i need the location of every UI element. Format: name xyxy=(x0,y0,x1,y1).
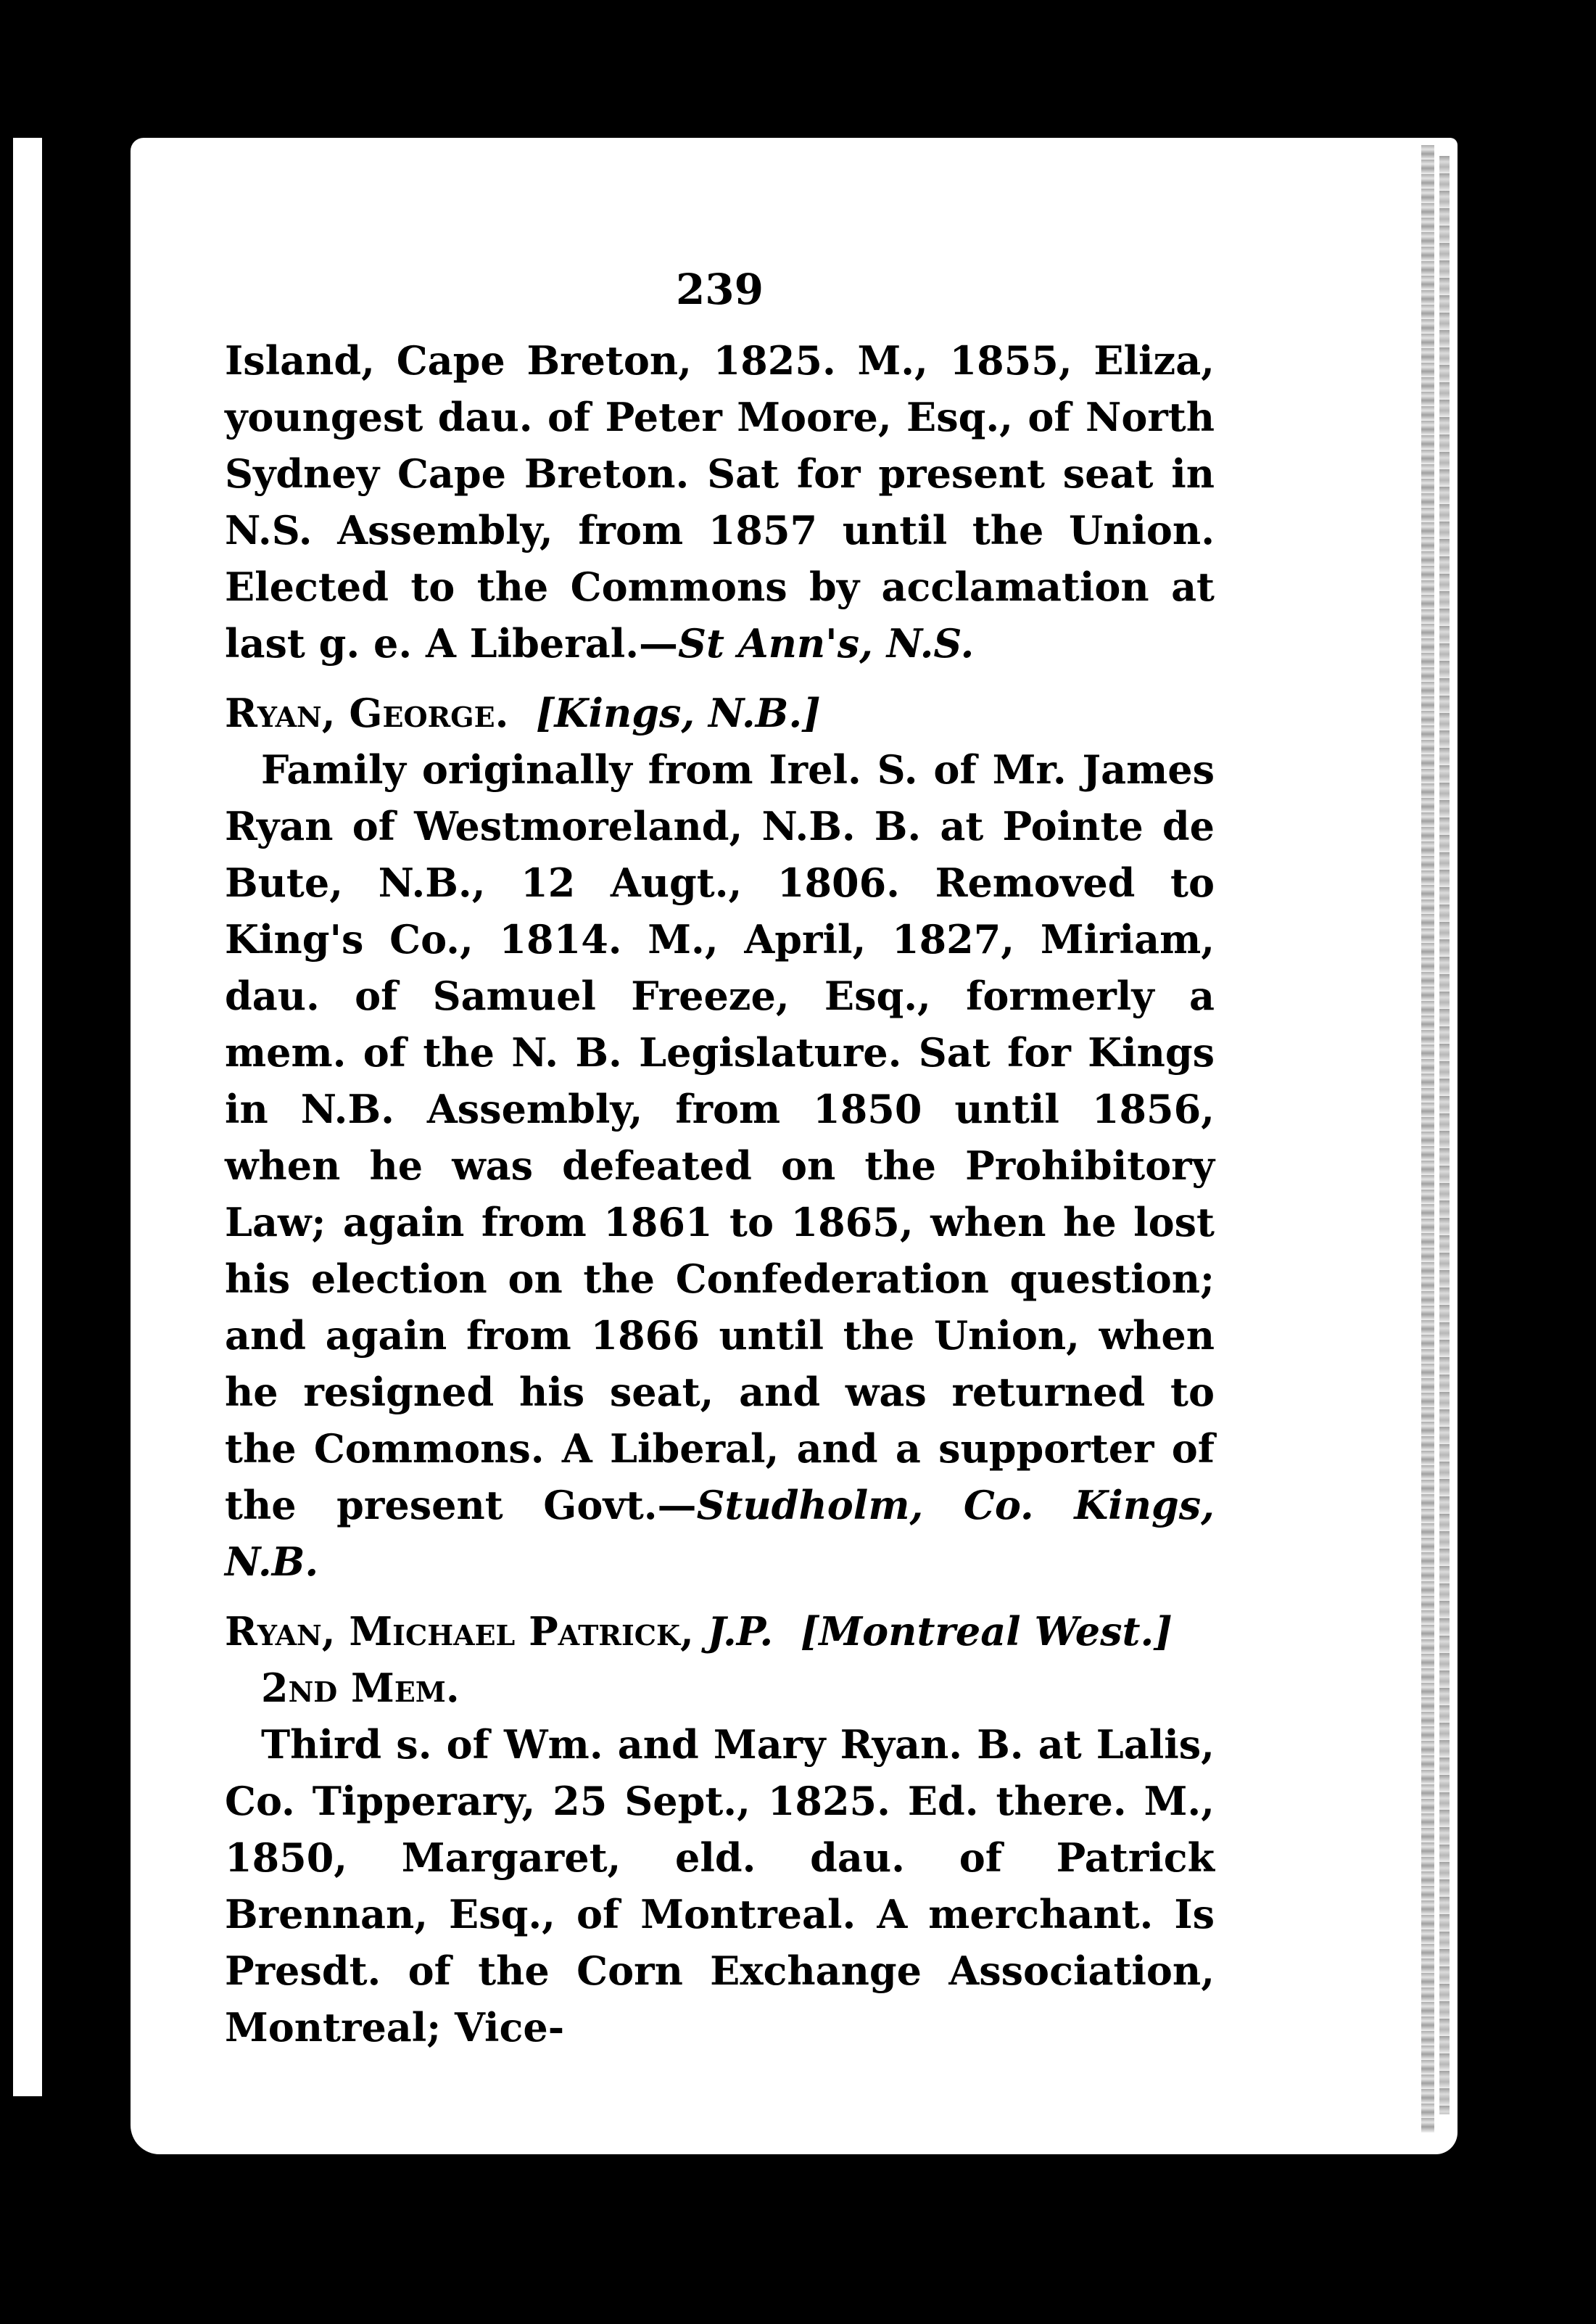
entry-body-ryan-george xyxy=(225,741,1215,1590)
page-number: 239 xyxy=(675,265,764,314)
entry-given-name: Michael Patrick, xyxy=(349,1608,694,1655)
previous-leaf-edge xyxy=(13,138,42,2096)
entry-title: J.P. xyxy=(707,1608,774,1655)
entry-heading-ryan-george: Ryan, George. [Kings, N.B.] xyxy=(225,690,821,736)
entry-body: Third s. of Wm. and Mary Ryan. B. at Lalis, Co. Tipperary, 25 Sept., 1825. Ed. there. M., 1850, Margaret, eld. dau. of Patrick Brennan, Esq., of Montreal. A merchant. Is Presdt. of the Corn Exchange Association, Montreal; Vice- xyxy=(225,1721,1215,2051)
entry-membership: 2nd Mem. xyxy=(261,1665,460,1711)
entry-body: Family originally from Irel. S. of Mr. James Ryan of Westmoreland, N.B. B. at Pointe de Bute, N.B., 12 Augt., 1806. Removed to King's Co., 1814. M., April, 1827, Miriam, dau. of Samuel Freeze, Esq., formerly a mem. of the N. B. Legislature. Sat for Kings in N.B. Assembly, from 1850 until 1856, when he was defeated on the Prohibitory Law; again from 1861 to 1865, when he lost his election on the Confederation question; and again from 1866 until the Union, when he resigned his seat, and was returned to the Commons. A Liberal, and a supporter of the present Govt.— xyxy=(225,746,1215,1528)
entry-residence: Studholm, Co. Kings, N.B. xyxy=(225,1482,1215,1585)
entry-given-name: George. xyxy=(349,690,509,736)
entry-body-ryan-michael-patrick xyxy=(225,1716,1215,2056)
page-edge-right xyxy=(1421,145,1434,2133)
entry-surname: Ryan xyxy=(225,690,322,736)
entry-continuation xyxy=(225,332,1215,672)
entry-surname: Ryan xyxy=(225,1608,322,1655)
entry-heading-ryan-michael-patrick: Ryan, Michael Patrick, J.P. [Montreal West.] xyxy=(225,1608,1173,1655)
page-edge-right-outer xyxy=(1439,156,1450,2114)
entry-constituency: [Kings, N.B.] xyxy=(536,690,821,736)
entry-constituency: [Montreal West.] xyxy=(800,1608,1173,1655)
page-text xyxy=(225,261,1215,2056)
entry-residence: St Ann's, N.S. xyxy=(678,620,975,667)
entry-continuation-body: Island, Cape Breton, 1825. M., 1855, Eliza, youngest dau. of Peter Moore, Esq., of North Sydney Cape Breton. Sat for present seat in N.S. Assembly, from 1857 until the Union. Elected to the Commons by acclamation at last g. e. A Liberal.— xyxy=(225,337,1215,667)
